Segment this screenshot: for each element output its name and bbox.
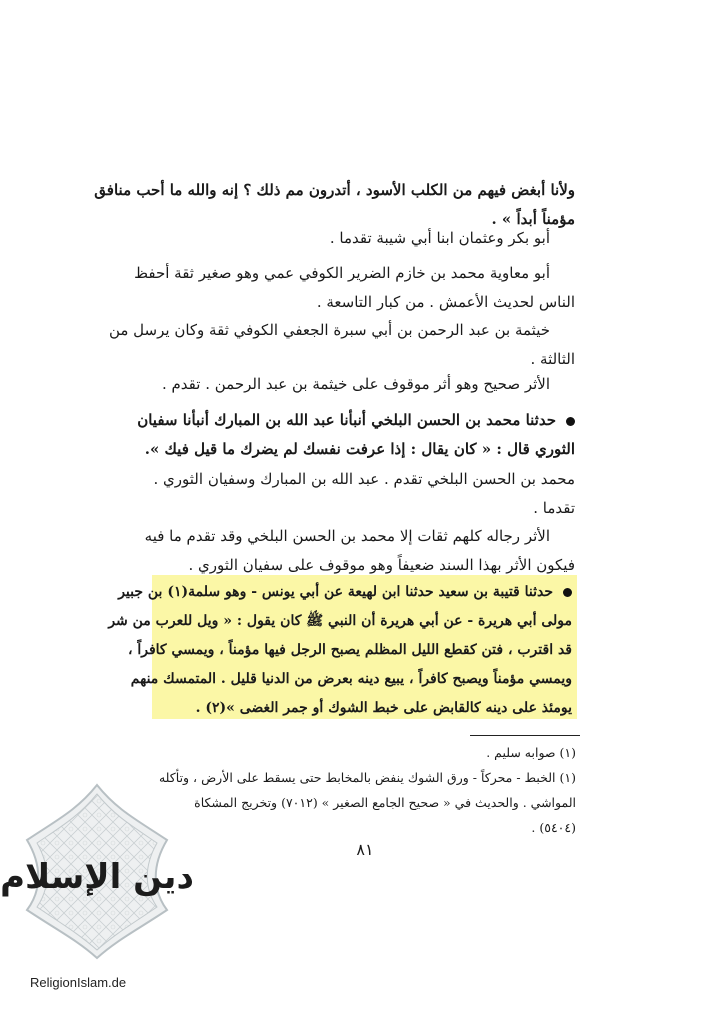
- paragraph-narrator-khaythama: [108, 316, 575, 374]
- paragraph-grading-2: [144, 522, 575, 580]
- text-line: الأثر صحيح وهو أثر موقوف على خيثمة بن عبد الرحمن . تقدم .: [161, 375, 550, 393]
- text-line: خيثمة بن عبد الرحمن بن أبي سبرة الجعفي الكوفي ثقة وكان يرسل من: [108, 321, 550, 339]
- text-line: مولى أبي هريرة - عن أبي هريرة أن النبي ﷺ كان يقول : « ويل للعرب من شر: [108, 613, 572, 629]
- paragraph-narrator-abu-muawiya: [134, 259, 575, 317]
- footnote-line: (١) الخبط - محركاً - ورق الشوك ينفض بالمخابط حتى يسقط على الأرض ، وتأكله: [158, 770, 576, 785]
- paragraph-narrators-1: [165, 224, 550, 253]
- bullet-icon: [566, 417, 575, 426]
- footnote-line: (١) صوابه سليم .: [486, 745, 576, 760]
- bullet-icon: [563, 588, 572, 597]
- text-line: الناس لحديث الأعمش . من كبار التاسعة .: [316, 293, 575, 311]
- site-label: ReligionIslam.de: [30, 975, 127, 990]
- text-line: مؤمناً أبداً » .: [491, 210, 575, 228]
- text-line: ولأنا أبغض فيهم من الكلب الأسود ، أتدرون مم ذلك ؟ إنه والله ما أحب منافق: [94, 181, 575, 199]
- paragraph-athar-thawri: [137, 406, 575, 464]
- footnote-line: (٥٤٠٤) .: [531, 820, 576, 835]
- footnote-line: المواشي . والحديث في « صحيح الجامع الصغير » (٧٠١٢) وتخريج المشكاة: [194, 795, 576, 810]
- text-line: يومئذ على دينه كالقابض على خبط الشوك أو جمر الغضى »(٢) .: [195, 700, 572, 716]
- text-line: فيكون الأثر بهذا السند ضعيفاً وهو موقوف على سفيان الثوري .: [188, 556, 575, 574]
- paragraph-narrators-2: [153, 465, 575, 523]
- text-line: أبو بكر وعثمان ابنا أبي شيبة تقدما .: [329, 229, 550, 247]
- text-line: الثوري قال : « كان يقال : إذا عرفت نفسك لم يضرك ما قيل فيك ».: [144, 440, 575, 458]
- logo-calligraphy: دين الإسلام: [0, 857, 194, 897]
- text-line: قد اقترب ، فتن كقطع الليل المظلم يصبح الرجل فيها مؤمناً ، ويمسي كافراً ،: [127, 642, 572, 658]
- paragraph-grading-1: [161, 370, 550, 399]
- text-line: الثالثة .: [530, 350, 575, 368]
- text-line: حدثنا محمد بن الحسن البلخي أنبأنا عبد الله بن المبارك أنبأنا سفيان: [165, 406, 575, 435]
- text-line: الأثر رجاله كلهم ثقات إلا محمد بن الحسن البلخي وقد تقدم ما فيه: [144, 527, 550, 545]
- text-line: أبو معاوية محمد بن خازم الضرير الكوفي عمي وهو صغير ثقة أحفظ: [134, 264, 550, 282]
- paragraph-hadith-fitan: [108, 578, 572, 723]
- text-line: ويمسي مؤمناً ويصبح كافراً ، يبيع دينه بعرض من الدنيا قليل . المتمسك منهم: [130, 671, 572, 687]
- footnote-separator: [470, 735, 580, 736]
- text-line: تقدما .: [533, 499, 575, 517]
- text-line: حدثنا قتيبة بن سعيد حدثنا ابن لهيعة عن أبي يونس - وهو سلمة(١) بن جبير: [160, 578, 572, 607]
- text-line: محمد بن الحسن البلخي تقدم . عبد الله بن المبارك وسفيان الثوري .: [153, 470, 575, 488]
- page-number: ٨١: [356, 840, 374, 859]
- religionislam-logo: [0, 780, 194, 960]
